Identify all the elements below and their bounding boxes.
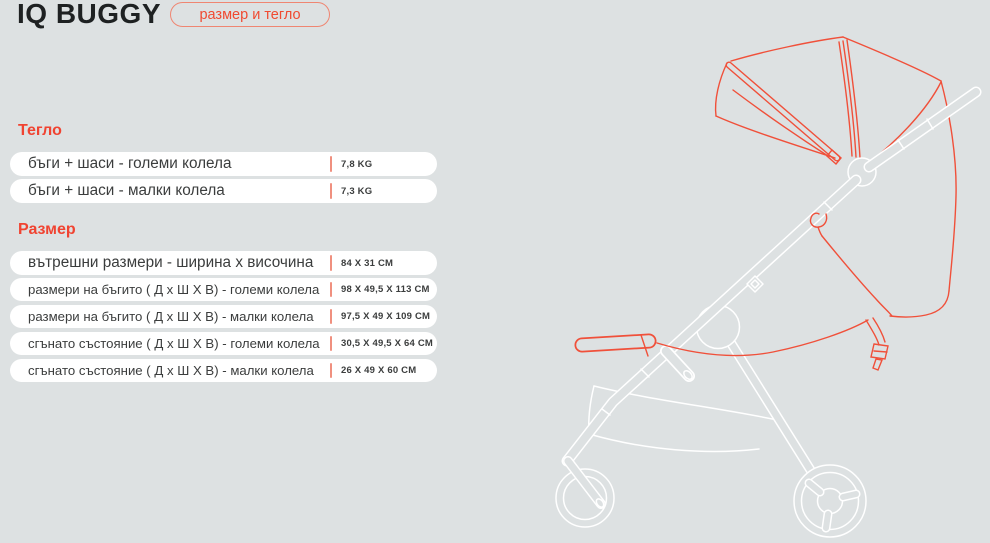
table-row <box>10 359 437 382</box>
weight-section <box>10 122 437 206</box>
row-divider <box>330 183 332 199</box>
strap-buckle-icon <box>866 318 888 370</box>
table-row <box>10 305 437 328</box>
spec-value: 98 X 49,5 X 113 CM <box>341 284 430 295</box>
row-divider <box>330 363 332 378</box>
spec-label: сгънато състояние ( Д х Ш Х В) - малки колела <box>28 363 314 378</box>
table-row <box>10 152 437 176</box>
row-divider <box>330 282 332 297</box>
rear-wheel-icon <box>794 465 866 537</box>
spec-label: бъги + шаси - малки колела <box>28 182 225 199</box>
weight-heading: Тегло <box>18 122 62 139</box>
stroller-illustration <box>530 20 990 543</box>
spec-value: 7,8 KG <box>341 158 373 170</box>
spec-value: 97,5 X 49 X 109 CM <box>341 311 431 322</box>
spec-label: сгънато състояние ( Д х Ш Х В) - големи колела <box>28 336 320 351</box>
row-divider <box>330 309 332 324</box>
spec-value: 26 X 49 X 60 CM <box>341 365 417 376</box>
table-row <box>10 251 437 275</box>
frame-icon <box>556 92 976 537</box>
row-divider <box>330 336 332 351</box>
row-divider <box>330 255 332 271</box>
spec-value: 30,5 X 49,5 X 64 CM <box>341 338 433 349</box>
bumper-bar-icon <box>582 335 649 356</box>
spec-value: 84 X 31 CM <box>341 257 394 269</box>
table-row <box>10 332 437 355</box>
spec-value: 7,3 KG <box>341 185 373 197</box>
row-divider <box>330 156 332 172</box>
size-weight-badge-button[interactable]: размер и тегло <box>170 2 330 27</box>
size-heading: Размер <box>18 221 76 238</box>
size-section <box>10 221 437 386</box>
table-row <box>10 278 437 301</box>
spec-label: размери на бъгито ( Д х Ш Х В) - малки колела <box>28 309 314 324</box>
spec-label: вътрешни размери - ширина х височина <box>28 254 314 271</box>
table-row <box>10 179 437 203</box>
page-title: IQ BUGGY <box>17 0 162 29</box>
spec-label: бъги + шаси - големи колела <box>28 155 232 172</box>
front-wheel-icon <box>556 461 614 527</box>
spec-label: размери на бъгито ( Д х Ш Х В) - големи колела <box>28 282 320 297</box>
